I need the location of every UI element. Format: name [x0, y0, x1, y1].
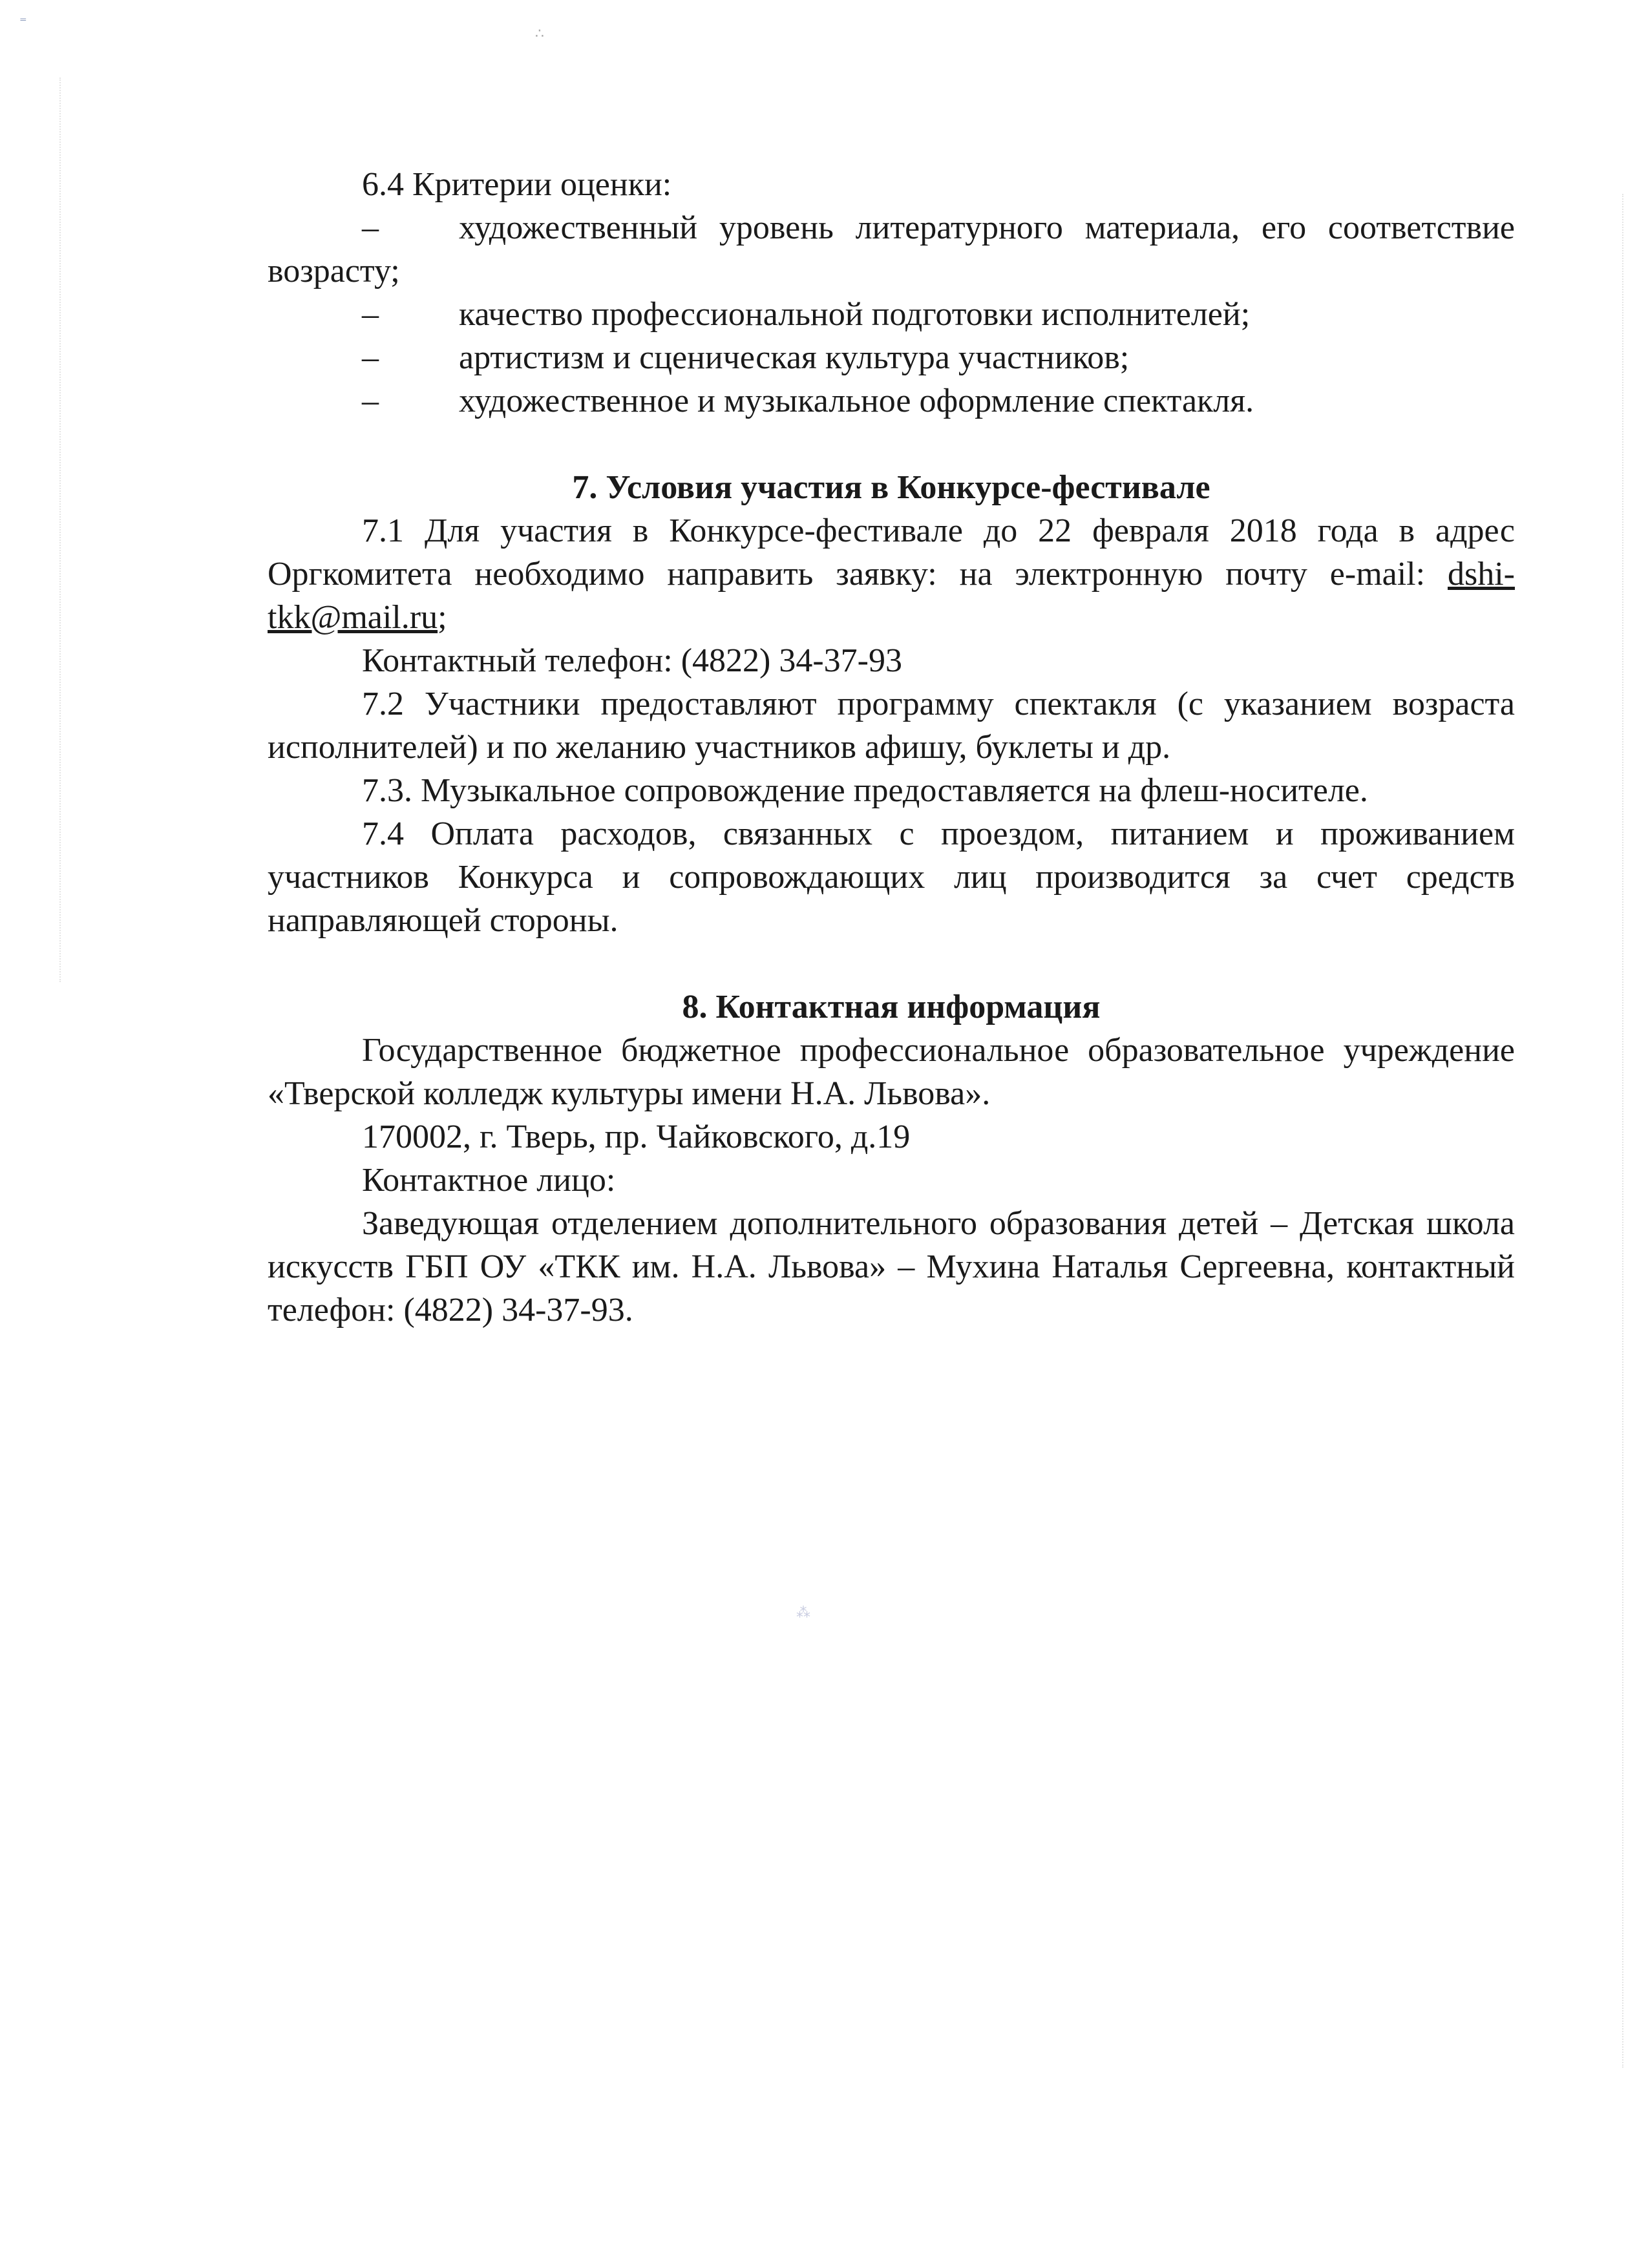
- criteria-item: [268, 206, 1515, 293]
- dash-mark: –: [362, 296, 379, 333]
- scan-edge-line-left: [59, 78, 62, 982]
- contact-phone: Контактный телефон: (4822) 34-37-93: [362, 642, 902, 679]
- dash-mark: –: [362, 339, 379, 376]
- criteria-title: 6.4 Критерии оценки:: [362, 166, 672, 203]
- scan-mark-bottom: ⁂: [796, 1605, 810, 1621]
- document-body: [268, 163, 1515, 1332]
- criteria-item-text: артистизм и сценическая культура участников;: [459, 339, 1130, 376]
- organization-name: Государственное бюджетное профессиональное образовательное учреждение «Тверской колледж культуры имени Н.А. Львова».: [268, 1032, 1515, 1112]
- paragraph-7-1-end: ;: [438, 599, 447, 636]
- criteria-item: [268, 293, 1515, 336]
- paragraph-7-3: 7.3. Музыкальное сопровождение предоставляется на флеш-носителе.: [362, 772, 1368, 809]
- scan-edge-line: [1622, 194, 1625, 2068]
- paragraph-7-1: [268, 509, 1515, 639]
- address: 170002, г. Тверь, пр. Чайковского, д.19: [362, 1118, 911, 1155]
- criteria-item: [268, 379, 1515, 423]
- criteria-item: [268, 336, 1515, 379]
- scan-mark-top: ∴: [535, 26, 544, 42]
- paragraph-7-2: 7.2 Участники предоставляют программу спектакля (с указанием возраста исполнителей) и по желанию участников афишу, буклеты и др.: [268, 686, 1515, 766]
- contact-label: Контактное лицо:: [362, 1162, 616, 1199]
- paragraph-7-1-text: 7.1 Для участия в Конкурсе-фестивале до 22 февраля 2018 года в адрес Оргкомитета необходимо направить заявку: на электронную почту e-mail:: [268, 512, 1515, 593]
- email-link[interactable]: dshi-tkk@mail.ru: [268, 556, 1515, 636]
- section-8-heading: 8. Контактная информация: [682, 989, 1101, 1025]
- contact-person: Заведующая отделением дополнительного образования детей – Детская школа искусств ГБП ОУ «ТКК им. Н.А. Львова» – Мухина Наталья Сергеевна, контактный телефон: (4822) 34-37-93.: [268, 1205, 1515, 1328]
- dash-mark: –: [362, 209, 379, 246]
- scan-mark-top-left: ⁼: [19, 14, 27, 30]
- criteria-item-text: качество профессиональной подготовки исполнителей;: [459, 296, 1251, 333]
- paragraph-7-4: 7.4 Оплата расходов, связанных с проездом, питанием и проживанием участников Конкурса и сопровождающих лиц производится за счет средств направляющей стороны.: [268, 815, 1515, 939]
- criteria-item-text: художественное и музыкальное оформление спектакля.: [459, 383, 1254, 419]
- spacer: [268, 423, 1515, 466]
- criteria-item-text: художественный уровень литературного материала, его соответствие возрасту;: [268, 209, 1515, 289]
- dash-mark: –: [362, 383, 379, 419]
- section-7-heading: 7. Условия участия в Конкурсе-фестивале: [572, 469, 1210, 506]
- spacer: [268, 942, 1515, 985]
